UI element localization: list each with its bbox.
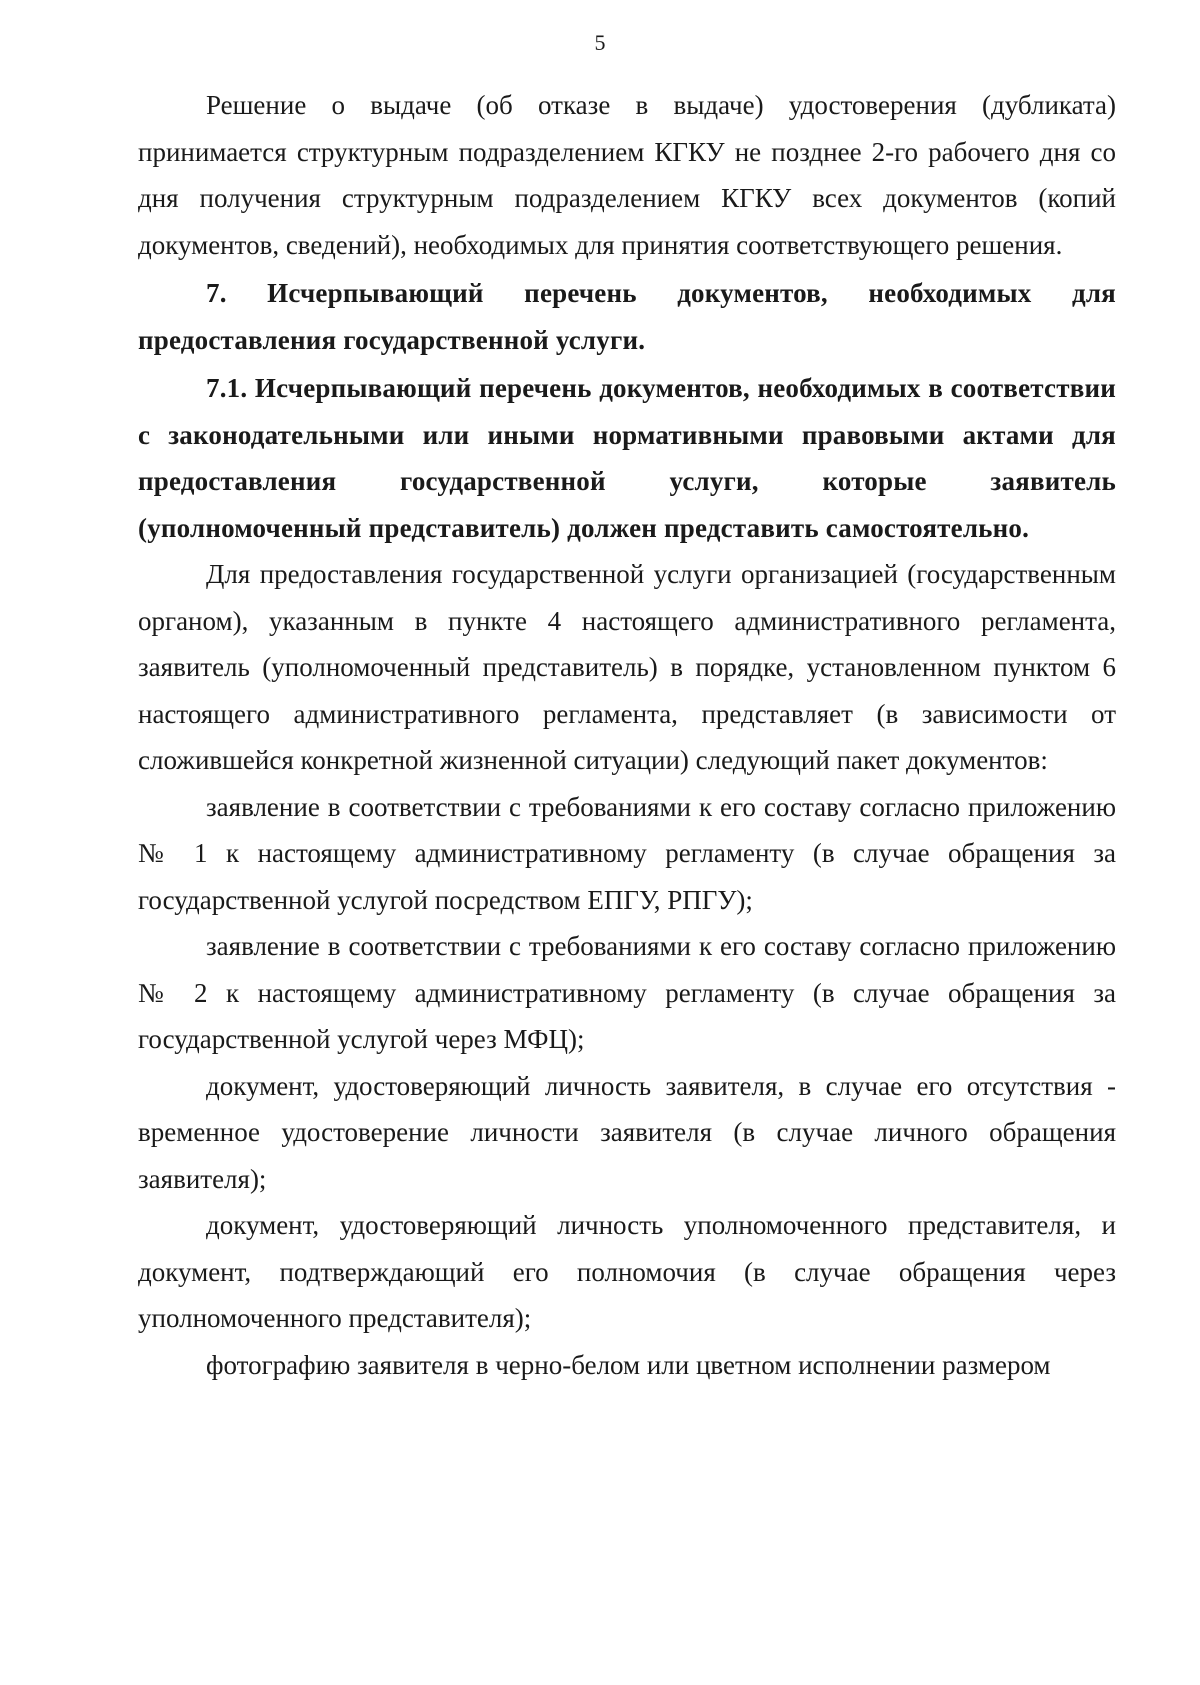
document-body [138,82,1116,1388]
list-item-identity-document: документ, удостоверяющий личность заявителя, в случае его отсутствия - временное удостоверение личности заявителя (в случае личного обращения заявителя); [138,1070,1116,1194]
paragraph-document-package-intro: Для предоставления государственной услуги организацией (государственным органом), указанным в пункте 4 настоящего административного регламента, заявитель (уполномоченный представитель) в порядке, установленном пунктом 6 настоящего административного регламента, представляет (в зависимости от сложившейся конкретной жизненной ситуации) следующий пакет документов: [138,559,1116,775]
section-heading-7-1: 7.1. Исчерпывающий перечень документов, необходимых в соответствии с законодательными или иными нормативными правовыми актами для предоставления государственной услуги, которые заявитель (уполномоченный представитель) должен представить самостоятельно. [138,373,1116,543]
section-heading-7: 7. Исчерпывающий перечень документов, необходимых для предоставления государственной услуги. [138,278,1116,355]
list-item-representative-document: документ, удостоверяющий личность уполномоченного представителя, и документ, подтверждающий его полномочия (в случае обращения через уполномоченного представителя); [138,1210,1116,1333]
list-item-application-mfc: заявление в соответствии с требованиями к его составу согласно приложению № 2 к настоящему административному регламенту (в случае обращения за государственной услугой через МФЦ); [138,931,1116,1054]
list-item-application-epgu: заявление в соответствии с требованиями к его составу согласно приложению № 1 к настоящему административному регламенту (в случае обращения за государственной услугой посредством ЕПГУ, РПГУ); [138,791,1116,915]
list-item-photograph: фотографию заявителя в черно-белом или цветном исполнении размером [206,1349,1051,1380]
page-number: 5 [594,30,606,55]
paragraph-decision-timeline: Решение о выдаче (об отказе в выдаче) удостоверения (дубликата) принимается структурным подразделением КГКУ не позднее 2-го рабочего дня со дня получения структурным подразделением КГКУ всех документов (копий документов, сведений), необходимых для принятия соответствующего решения. [138,90,1116,260]
